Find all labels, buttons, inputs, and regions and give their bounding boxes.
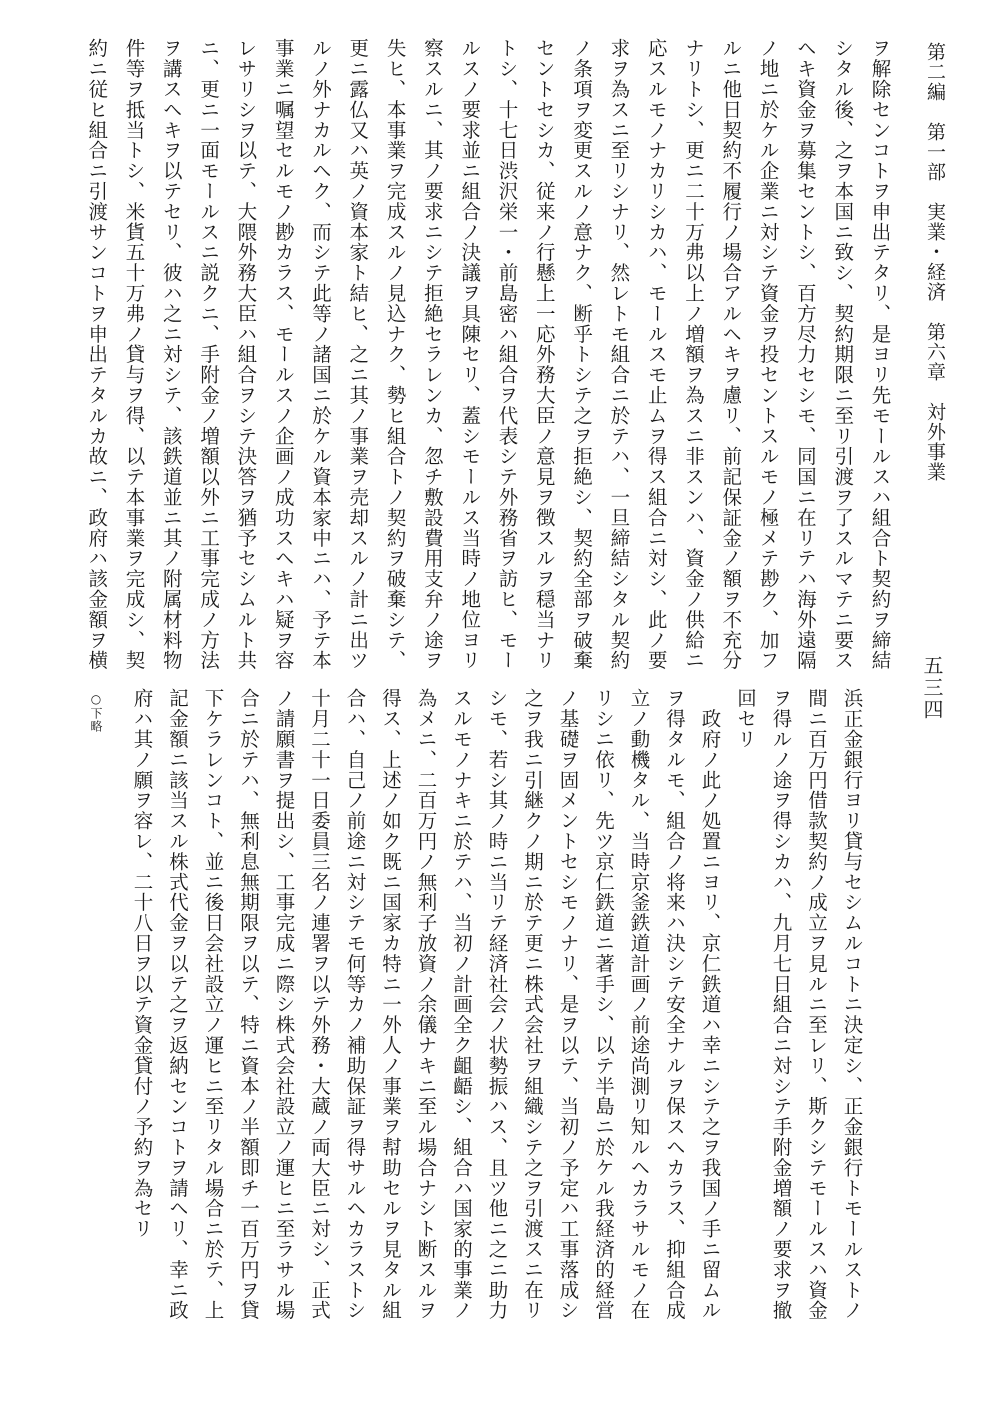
- text-column: セントセシカ、従来ノ行懸上一応外務大臣ノ意見ヲ徴スルヲ穏当ナリ: [532, 38, 556, 671]
- text-column: ノ基礎ヲ固メントセシモノナリ、是ヲ以テ、当初ノ予定ハ工事落成シ: [556, 688, 580, 1321]
- text-column: 府ハ其ノ願ヲ容レ、二十八日ヲ以テ資金貸付ノ予約ヲ為セリ: [130, 688, 154, 1239]
- text-column: 浜正金銀行ヨリ貸与セシムルコトニ決定シ、正金銀行トモールストノ: [840, 688, 864, 1321]
- text-column: 合ハ、自己ノ前途ニ対シテモ何等カノ補助保証ヲ得サルヘカラストシ: [343, 688, 367, 1321]
- text-column: レサリシヲ以テ、大隈外務大臣ハ組合ヲシテ決答ヲ猶予セシムルト共: [234, 38, 258, 671]
- footnote-omitted: ○下略: [89, 692, 103, 733]
- text-column: スルモノナキニ於テハ、当初ノ計画全ク齟齬シ、組合ハ国家的事業ノ: [450, 688, 473, 1321]
- text-column: 政府ノ此ノ処置ニヨリ、京仁鉄道ハ幸ニシテ之ヲ我国ノ手ニ留ムル: [698, 688, 722, 1321]
- text-column: ルニ他日契約不履行ノ場合アルヘキヲ慮リ、前記保証金ノ額ヲ不充分: [719, 38, 743, 671]
- text-column: 更ニ露仏又ハ英ノ資本家ト結ヒ、之ニ其ノ事業ヲ売却スルノ計ニ出ツ: [346, 38, 370, 671]
- text-column: 立ノ動機タル、当時京釜鉄道計画ノ前途尚測リ知ルヘカラサルモノ在: [627, 688, 651, 1321]
- text-column: ノ条項ヲ変更スルノ意ナク、断乎トシテ之ヲ拒絶シ、契約全部ヲ破棄: [570, 38, 594, 671]
- text-column: 十月二十一日委員三名ノ連署ヲ以テ外務・大蔵ノ両大臣ニ対シ、正式: [308, 688, 331, 1321]
- running-header: 第二編 第一部 実業・経済 第六章 対外事業: [924, 42, 946, 482]
- text-column: 件等ヲ抵当トシ、米貨五十万弗ノ貸与ヲ得、以テ本事業ヲ完成シ、契: [122, 38, 146, 671]
- text-column: シモ、若シ其ノ時ニ当リテ経済社会ノ状勢振ハス、且ツ他ニ之ニ助力: [485, 688, 509, 1321]
- text-column: ルスノ要求並ニ組合ノ決議ヲ具陳セリ、蓋シモールス当時ノ地位ヨリ: [458, 38, 482, 671]
- text-column: ノ請願書ヲ提出シ、工事完成ニ際シ株式会社設立ノ運ヒニ至ラサル場: [272, 688, 296, 1321]
- text-column: リシニ依リ、先ツ京仁鉄道ニ著手シ、以テ半島ニ於ケル我経済的経営: [592, 688, 615, 1321]
- text-column: ヲ得タルモ、組合ノ将来ハ決シテ安全ナルヲ保スヘカラス、抑組合成: [663, 688, 686, 1321]
- text-column: 下ケラレンコト、並ニ後日会社設立ノ運ヒニ至リタル場合ニ於テ、上: [201, 688, 225, 1321]
- text-column: ヲ講スヘキヲ以テセリ、彼ハ之ニ対シテ、該鉄道並ニ其ノ附属材料物: [159, 38, 183, 671]
- text-column: 得ス、上述ノ如ク既ニ国家カ特ニ一外人ノ事業ヲ幇助セルヲ見タル組: [379, 688, 402, 1321]
- text-column: ヘキ資金ヲ募集セントシ、百方尽力セシモ、同国ニ在リテハ海外遠隔: [793, 38, 817, 671]
- text-column: トシ、十七日渋沢栄一・前島密ハ組合ヲ代表シテ外務省ヲ訪ヒ、モー: [495, 38, 519, 671]
- text-column: 為メニ、二百万円ノ無利子放資ノ余儀ナキニ至ル場合ナシト断スルヲ: [414, 688, 438, 1321]
- text-column: ルノ外ナカルヘク、而シテ此等ノ諸国ニ於ケル資本家中ニハ、予テ本: [309, 38, 332, 671]
- page-number: 五三四: [920, 655, 944, 721]
- text-column: 察スルニ、其ノ要求ニシテ拒絶セラレンカ、忽チ敷設費用支弁ノ途ヲ: [420, 38, 444, 671]
- text-column: ヲ解除センコトヲ申出テタリ、是ヨリ先モールスハ組合ト契約ヲ締結: [868, 38, 892, 671]
- text-column: 失ヒ、本事業ヲ完成スルノ見込ナク、勢ヒ組合トノ契約ヲ破棄シテ、: [383, 38, 407, 671]
- text-column: 記金額ニ該当スル株式代金ヲ以テ之ヲ返納センコトヲ請ヘリ、幸ニ政: [166, 688, 189, 1321]
- text-column: 約ニ従ヒ組合ニ引渡サンコトヲ申出テタルカ故ニ、政府ハ該金額ヲ横: [85, 38, 109, 671]
- text-column: 事業ニ嘱望セルモノ尠カラス、モールスノ企画ノ成功スヘキハ疑ヲ容: [271, 38, 295, 671]
- text-column: ニ、更ニ一面モールスニ説クニ、手附金ノ増額以外ニ工事完成ノ方法: [197, 38, 221, 671]
- text-column: シタル後、之ヲ本国ニ致シ、契約期限ニ至リ引渡ヲ了スルマテニ要ス: [831, 38, 855, 671]
- text-column: ノ地ニ於ケル企業ニ対シテ資金ヲ投セントスルモノ極メテ尠ク、加フ: [756, 38, 780, 671]
- text-column: 之ヲ我ニ引継クノ期ニ於テ更ニ株式会社ヲ組織シテ之ヲ引渡スニ在リ: [521, 688, 544, 1321]
- text-column: 回セリ: [734, 688, 757, 750]
- text-column: 求ヲ為スニ至リシナリ、然レトモ組合ニ於テハ、一旦締結シタル契約: [607, 38, 631, 671]
- text-column: ナリトシ、更ニ二十万弗以上ノ増額ヲ為スニ非スンハ、資金ノ供給ニ: [682, 38, 705, 671]
- text-column: 間ニ百万円借款契約ノ成立ヲ見ルニ至レリ、斯クシテモールスハ資金: [805, 688, 828, 1321]
- text-column: ヲ得ルノ途ヲ得シカハ、九月七日組合ニ対シテ手附金増額ノ要求ヲ撤: [769, 688, 793, 1321]
- text-column: 合ニ於テハ、無利息無期限ヲ以テ、特ニ資本ノ半額即チ一百万円ヲ貸: [237, 688, 260, 1321]
- text-column: 応スルモノナカリシカハ、モールスモ止ムヲ得ス組合ニ対シ、此ノ要: [644, 38, 668, 671]
